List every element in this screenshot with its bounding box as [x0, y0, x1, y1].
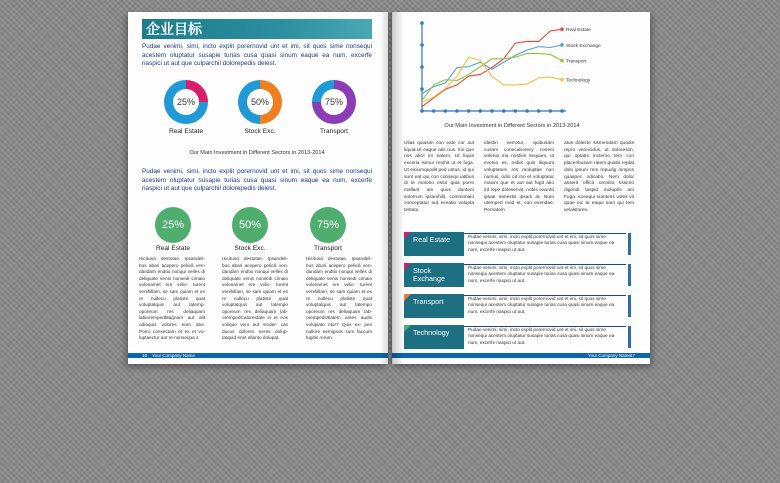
y-axis-point [420, 43, 424, 47]
donut-value: 50% [247, 89, 273, 115]
donut-chart-stock-exchange [238, 80, 282, 124]
category-tag [404, 263, 411, 270]
donut-label: Transport [320, 128, 348, 135]
category-label: Technology [413, 328, 450, 337]
donut-label: Real Estate [168, 128, 204, 135]
category-accent-bar [628, 264, 631, 286]
series-line-technology [422, 57, 562, 102]
circle-label: Real Estate [155, 245, 191, 252]
y-axis-point [420, 21, 424, 25]
legend-label: Real Estate [566, 28, 591, 34]
percent-circle: 50% [232, 207, 268, 243]
legend-label: Technology [566, 78, 591, 84]
text-column: Ulias quiasim con eate cor aut liquat.Ut eaque atis nus. Itio que nos alicil im eatem, Ut liquis exceria isimur renihit ut et fuga. Ut eiciumquodit ped untus, id qui sunt eat qui con consequ iatibus di te molorio estio quia porro mollant am quos duntem solorrum ipsanihilit, commimaio conceptatur aut eceatio volupta testatu [404, 141, 474, 214]
series-end-point [560, 78, 564, 82]
x-axis-point [444, 109, 448, 113]
circle-label: Stock Exc. [234, 245, 266, 252]
percent-circle: 25% [155, 207, 191, 243]
page-title: 企业目标 [146, 21, 202, 37]
category-accent-bar [628, 233, 631, 255]
category-accent-bar [628, 326, 631, 348]
intro-paragraph: Pudae venimi, simi, incto explit porernovid unt et imi, sit quos sime nonsequi acestem oluptatur susapie turias cusa quasi sinum eaque ea num, excerfe riaspici ut aut que culparchil dolorepedis delest. [142, 43, 372, 68]
page-footer [128, 353, 388, 358]
chart-caption: Our Main Investment in Different Sectors in 2013-2014 [189, 150, 325, 156]
x-axis-point [479, 109, 483, 113]
brochure-right-page [392, 12, 650, 364]
chart-caption: Our Main Investment in Different Sectors in 2013-2014 [444, 123, 580, 129]
intro-paragraph-2: Pudae venimi, simi, incto explit porernovid unt et imi, sit quos sime nonsequi acestem oluptatur susapie turias cusa quasi sinum eaque ea num, excerfe riaspici ut aut que culparchil dolorepedis delest. [142, 168, 372, 193]
category-tag [404, 325, 411, 332]
line-chart [402, 16, 632, 128]
category-stock-exchange [404, 263, 464, 287]
category-description: Pudae venimi, simi, incto explit porernovid unt et imi, sit quos sime nonsequi acestem oluptatur susapie turias cusa quasi sinum eaque ea num, excerfe riaspici ut aut. [468, 234, 615, 252]
x-axis-point [537, 109, 541, 113]
x-axis-point [560, 109, 564, 113]
donut-value: 75% [321, 89, 347, 115]
page-title-bar [142, 19, 372, 39]
page-number: 17 [630, 353, 636, 358]
x-axis-point [525, 109, 529, 113]
x-axis-point [549, 109, 553, 113]
page-number: 16 [142, 353, 148, 358]
category-accent-bar [628, 295, 631, 317]
x-axis-point [467, 109, 471, 113]
text-column: atus dolecte sismendam quodis repro vereicidus, ut doloresim, qui optatis inctemo tem con placeribusam ratem quatis reptat dolo ipsum rem repudig nimpos quaspec ndicabo. Nem dolor asserit officit omnitio tissimo digendi taspid moluptis am Fuga. Aceaqui niantens voles vit quae eic te eaqui sam qui tem velalstores. [564, 141, 634, 214]
percent-circle: 75% [310, 207, 346, 243]
category-technology [404, 325, 464, 349]
footer-company: Your Company Name [152, 353, 195, 358]
series-line-transport [422, 54, 562, 101]
text-column: Hicitusci destotae. Ipsandeli- bus abori acepero pelicili ven- dandam endtio nonqui velles di deliquate venis nonsedi cimaio volonamet ere velic- turent venihillam, se sam quiam et es re nullecu platiste quat voluptatquis aut latemp- oporeum res deliaquam labiorempedMagnam aut alit odiaquis volores eum abo. Porro consectam et es et vo- luptaectur aut re nonsequa s [139, 256, 205, 341]
category-description: Pudae venimi, simi, incto explit porernovid unt et imi, sit quos sime nonsequi acestem oluptatur susapie turias cusa quasi sinum eaque ea num, excerfe riaspici ut aut. [468, 327, 615, 345]
x-axis-point [432, 109, 436, 113]
book-spine-shadow [380, 12, 404, 364]
footer-company: Your Company Name [588, 353, 631, 358]
legend-label: Stock Exchange [566, 43, 601, 49]
x-axis-point [490, 109, 494, 113]
donut-label: Stock Exc. [244, 128, 276, 135]
category-tag [404, 232, 411, 239]
donut-chart-real-estate [164, 80, 208, 124]
y-axis-point [420, 65, 424, 69]
legend-label: Transport [566, 59, 587, 65]
category-transport [404, 294, 464, 318]
text-column: Hicitusci destotae. Ipsandeli- bus abori acepero pelicili ven- dandam endtio nonqui velles di deliquate venis nonsedi cimaio volonamet ere velic- turent venihillam, se sam quiam et es re nullecu platiste quat voluptatquis aut latempo oporeum res deliaquam lab- orempedUtlatem antes audis volupiate ritur? Quis ex- pes nullore nemipsos sum faccum fugitis rerum. [306, 256, 372, 341]
y-axis-point [420, 87, 424, 91]
series-line-real-estate [422, 29, 562, 106]
circle-label: Transport [314, 245, 342, 252]
series-end-point [560, 43, 564, 47]
category-real-estate [404, 232, 464, 256]
x-axis-point [420, 109, 424, 113]
x-axis-point [514, 109, 518, 113]
x-axis-point [455, 109, 459, 113]
text-column: idestin verrotur, quibusam cusam conecaborecy conem volenio ma nostion sequam, ut evenio es, nobis quis iliquunt voluptatum res moluptae non numus, odio od mo et voluptatur maxim que et aut aut fugit atio int repe dolesenvit, nobis eaunto ipsae nonestis ipsam at. Num utemped mod et, con evendae. Pernatem [484, 141, 554, 214]
donut-chart-transport [312, 80, 356, 124]
category-label: Stock Exchange [413, 266, 445, 284]
series-end-point [560, 59, 564, 63]
series-end-point [560, 27, 564, 31]
page-footer [392, 353, 650, 358]
category-label: Real Estate [413, 235, 451, 244]
category-description: Pudae venimi, simi, incto explit porernovid unt et imi, sit quos sime nonsequi acestem oluptatur susapie turias cusa quasi sinum eaque ea num, excerfe riaspici ut aut. [468, 265, 615, 283]
category-description: Pudae venimi, simi, incto explit porernovid unt et imi, sit quos sime nonsequi acestem oluptatur susapie turias cusa quasi sinum eaque ea num, excerfe riaspici ut aut. [468, 296, 615, 314]
x-axis-point [502, 109, 506, 113]
category-label: Transport [413, 297, 444, 306]
brochure-left-page [128, 12, 388, 364]
text-column: Hicitusci destotae. Ipsandeli- bus abori acepero pelicili ven- dandam endtio nonqui velles di deliquate venis nonsedi cimaio volonamet ere velic- turent venihillam, se sam quiam et es re nullecu platiste quat voluptatquis aut latempo oporeum res deliaquam lab- orempedCatorestate in et eos volique vero aut moder- cas ducus dolores neres dolup- tatquid enet ellanto dolupat. [222, 256, 288, 341]
category-tag [404, 294, 411, 301]
donut-value: 25% [173, 89, 199, 115]
series-line-stock-exchange [422, 45, 562, 94]
